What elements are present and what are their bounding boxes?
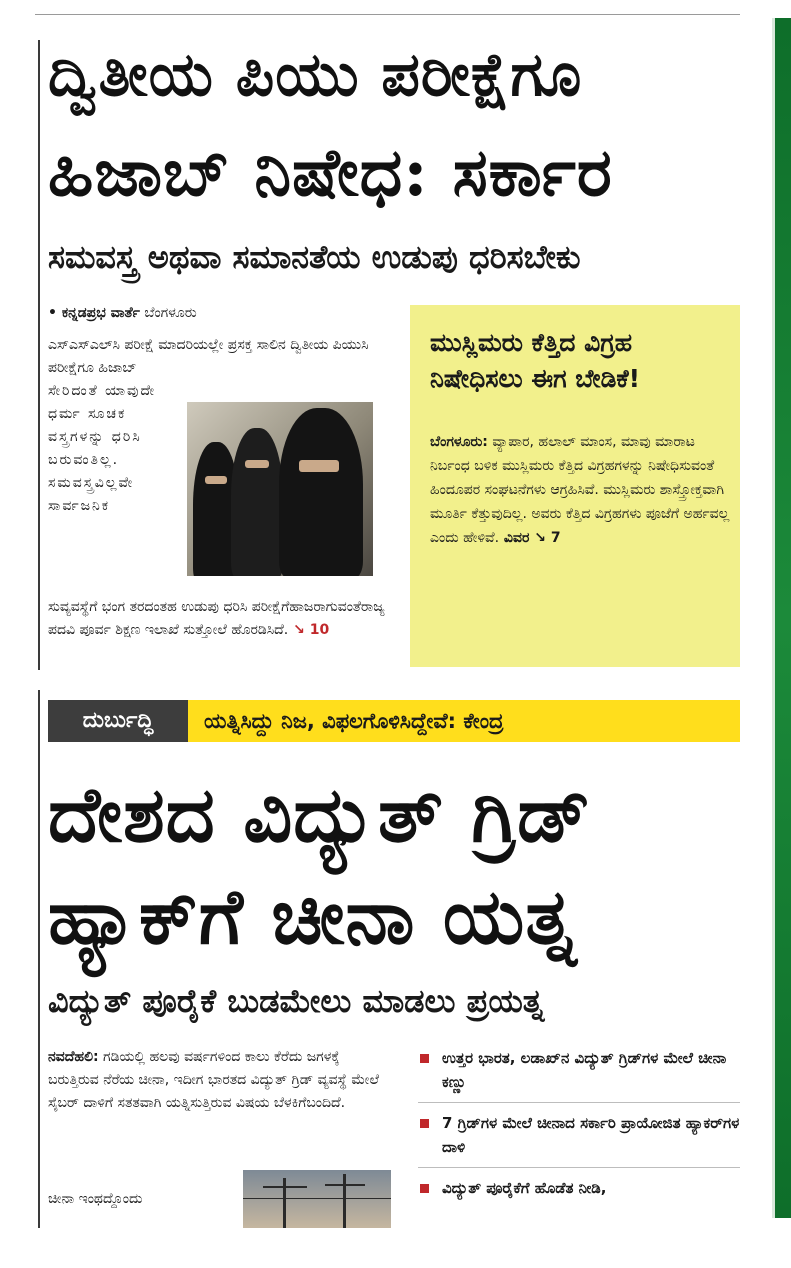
story-1-paragraph-3-text: ಸುವ್ಯವಸ್ಥೆಗೆ ಭಂಗ ತರದಂತಹ ಉಡುಪು ಧರಿಸಿ ಪರೀಕ್ಷೆಗೆಹಾಜರಾಗುವಂತೆರಾಜ್ಯ ಪದವಿ ಪೂರ್ವ ಶಿಕ್ಷಣ ಇಲಾಖೆ ಸುತ್ತೋಲೆ ಹೊರಡಿಸಿದೆ. (48, 599, 385, 638)
highlight-item (418, 1111, 740, 1168)
sidebar-box (410, 305, 740, 667)
story-2-highlights (418, 1046, 740, 1216)
kicker-text: ಯತ್ನಿಸಿದ್ದು ನಿಜ, ವಿಫಲಗೊಳಿಸಿದ್ದೇವೆ: ಕೇಂದ್ರ (204, 709, 504, 733)
story-1-jump[interactable]: ↘ 10 (288, 622, 330, 638)
highlight-item (418, 1176, 740, 1208)
byline (48, 305, 197, 321)
box-body (430, 430, 730, 550)
bullet-square-icon (420, 1119, 429, 1128)
story-2-text: ಗಡಿಯಲ್ಲಿ ಹಲವು ವರ್ಷಗಳಿಂದ ಕಾಲು ಕೆರೆದು ಜಗಳಕ್ಕೆ ಬರುತ್ತಿರುವ ನೆರೆಯ ಚೀನಾ, ಇದೀಗ ಭಾರತದ ವಿದ್ಯುತ್ ಗ್ರಿಡ್ ವ್ಯವಸ್ಥೆ ಮೇಲೆ ಸೈಬರ್ ದಾಳಿಗೆ ಸತತವಾಗಿ ಯತ್ನಿಸುತ್ತಿರುವ ವಿಷಯ ಬೆಳಕಿಗೆಬಂದಿದೆ. (48, 1049, 379, 1111)
students-hijab-photo (187, 402, 373, 576)
story-1-paragraph-1: ಎಸ್‌ಎಸ್‌ಎಲ್‌ಸಿ ಪರೀಕ್ಷೆ ಮಾದರಿಯಲ್ಲೇ ಪ್ರಸಕ್ತ ಸಾಲಿನ ದ್ವಿತೀಯ ಪಿಯುಸಿ ಪರೀಕ್ಷೆಗೂ ಹಿಜಾಬ್ (48, 337, 369, 376)
box-jump[interactable] (499, 530, 561, 546)
subheadline-1: ಸಮವಸ್ತ್ರ ಅಥವಾ ಸಮಾನತೆಯ ಉಡುಪು ಧರಿಸಬೇಕು (48, 238, 581, 276)
box-text: ವ್ಯಾಪಾರ, ಹಲಾಲ್ ಮಾಂಸ, ಮಾವು ಮಾರಾಟ ನಿರ್ಬಂಧ ಬಳಿಕ ಮುಸ್ಲಿಮರು ಕೆತ್ತಿದ ವಿಗ್ರಹಗಳನ್ನು ನಿಷೇಧಿಸುವಂತೆ ಹಿಂದೂಪರ ಸಂಘಟನೆಗಳು ಆಗ್ರಹಿಸಿವೆ. ಮುಸ್ಲಿಮರು ಶಾಸ್ತ್ರೋಕ್ತವಾಗಿ ಮೂರ್ತಿ ಕೆತ್ತುವುದಿಲ್ಲ. ಅವರು ಕೆತ್ತಿದ ವಿಗ್ರಹಗಳು ಪೂಜೆಗೆ ಅರ್ಹವಲ್ಲ ಎಂದು ಹೇಳಿವೆ. (430, 434, 730, 546)
headline-2-line-2: ಹ್ಯಾಕ್‌ಗೆ ಚೀನಾ ಯತ್ನ (48, 872, 577, 961)
story-2-dateline: ನವದೆಹಲಿ: (48, 1049, 99, 1065)
byline-city: ಬೆಂಗಳೂರು (139, 305, 197, 321)
box-jump-text: ವಿವರ ↘ 7 (499, 530, 561, 546)
page-bottom-margin (0, 1228, 791, 1268)
story-1-paragraph-3 (48, 596, 393, 642)
column-rule-bottom (38, 690, 40, 1230)
top-rule (35, 14, 740, 15)
byline-source: • ಕನ್ನಡಪ್ರಭ ವಾರ್ತೆ (48, 305, 140, 321)
headline-1-line-1: ದ್ವಿತೀಯ ಪಿಯು ಪರೀಕ್ಷೆಗೂ (48, 40, 583, 110)
box-title: ಮುಸ್ಲಿಮರು ಕೆತ್ತಿದ ವಿಗ್ರಹ ನಿಷೇಧಿಸಲು ಈಗ ಬೇಡಿಕೆ! (430, 328, 640, 393)
subheadline-2: ವಿದ್ಯುತ್ ಪೂರೈಕೆ ಬುಡಮೇಲು ಮಾಡಲು ಪ್ರಯತ್ನ (48, 982, 545, 1020)
highlight-text: ವಿದ್ಯುತ್ ಪೂರೈಕೆಗೆ ಹೊಡೆತ ನೀಡಿ, (442, 1179, 607, 1197)
highlight-text: 7 ಗ್ರಿಡ್‌ಗಳ ಮೇಲೆ ಚೀನಾದ ಸರ್ಕಾರಿ ಪ್ರಾಯೋಜಿತ ಹ್ಯಾಕರ್‌ಗಳ ದಾಳಿ (442, 1114, 740, 1156)
highlight-text: ಉತ್ತರ ಭಾರತ, ಲಡಾಖ್‌ನ ವಿದ್ಯುತ್ ಗ್ರಿಡ್‌ಗಳ ಮೇಲೆ ಚೀನಾ ಕಣ್ಣು (442, 1049, 727, 1091)
story-1-narrow-column: ಸೇರಿದಂತೆ ಯಾವುದೇ ಧರ್ಮ ಸೂಚಕ ವಸ್ತ್ರಗಳನ್ನು ಧರಿಸಿ ಬರುವಂತಿಲ್ಲ. ಸಮವಸ್ತ್ರವಿಲ್ಲವೇ ಸಾರ್ವಜನಿಕ (48, 383, 157, 514)
bullet-square-icon (420, 1054, 429, 1063)
highlight-item (418, 1046, 740, 1103)
power-grid-photo (243, 1170, 391, 1230)
story-2-paragraph-1 (48, 1046, 393, 1115)
bullet-square-icon (420, 1184, 429, 1193)
headline-2-line-1: ದೇಶದ ವಿದ್ಯುತ್ ಗ್ರಿಡ್ (48, 770, 592, 859)
story-2-narrow-column: ಚೀನಾ ಇಂಥದ್ದೊಂದು (48, 1191, 143, 1207)
kicker-bar (48, 700, 740, 742)
kicker-label: ದುರ್ಬುದ್ಧಿ (48, 700, 188, 742)
column-rule-top (38, 40, 40, 670)
box-dateline: ಬೆಂಗಳೂರು: (430, 434, 488, 450)
adjacent-page-strip (775, 18, 791, 1218)
headline-1-line-2: ಹಿಜಾಬ್ ನಿಷೇಧ: ಸರ್ಕಾರ (48, 133, 613, 211)
